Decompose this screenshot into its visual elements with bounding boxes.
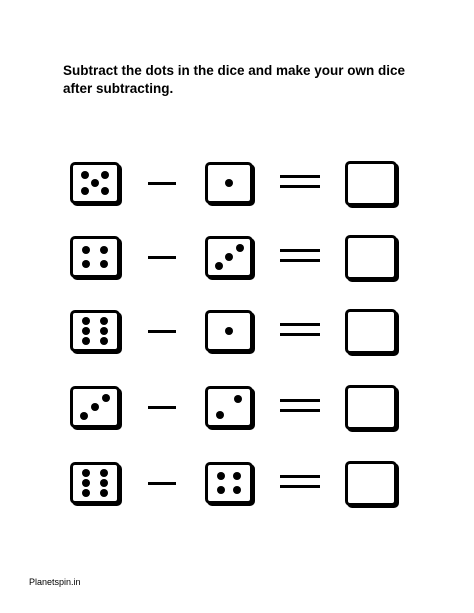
die-pip xyxy=(236,244,244,252)
die-pip xyxy=(100,469,108,477)
die-pip xyxy=(100,246,108,254)
answer-box[interactable] xyxy=(345,385,397,430)
die-pip xyxy=(101,187,109,195)
die-pip xyxy=(100,479,108,487)
die-pip xyxy=(82,246,90,254)
die-pip xyxy=(100,317,108,325)
die-pip xyxy=(234,395,242,403)
answer-box[interactable] xyxy=(345,161,397,206)
die-pip xyxy=(216,411,224,419)
die-pip xyxy=(100,337,108,345)
subtrahend-die xyxy=(205,386,253,428)
problem-row xyxy=(0,232,474,282)
die-pip xyxy=(225,327,233,335)
minus-sign xyxy=(148,406,176,409)
die-pip xyxy=(225,253,233,261)
problem-row xyxy=(0,382,474,432)
subtrahend-die xyxy=(205,236,253,278)
die-pip xyxy=(82,337,90,345)
equals-sign xyxy=(280,399,320,413)
die-pip xyxy=(233,472,241,480)
die-pip xyxy=(100,489,108,497)
answer-box[interactable] xyxy=(345,235,397,280)
subtrahend-die xyxy=(205,162,253,204)
die-pip xyxy=(82,469,90,477)
die-pip xyxy=(82,317,90,325)
die-pip xyxy=(82,327,90,335)
die-pip xyxy=(82,479,90,487)
die-pip xyxy=(91,403,99,411)
equals-sign xyxy=(280,475,320,489)
equals-sign xyxy=(280,249,320,263)
die-pip xyxy=(102,394,110,402)
die-pip xyxy=(81,171,89,179)
die-pip xyxy=(91,179,99,187)
die-pip xyxy=(217,472,225,480)
minuend-die xyxy=(70,236,120,278)
die-pip xyxy=(100,327,108,335)
answer-box[interactable] xyxy=(345,309,397,354)
die-pip xyxy=(81,187,89,195)
die-pip xyxy=(100,260,108,268)
die-pip xyxy=(101,171,109,179)
subtrahend-die xyxy=(205,310,253,352)
subtrahend-die xyxy=(205,462,253,504)
minuend-die xyxy=(70,462,120,504)
equals-sign xyxy=(280,175,320,189)
minuend-die xyxy=(70,310,120,352)
die-pip xyxy=(233,486,241,494)
die-pip xyxy=(80,412,88,420)
minus-sign xyxy=(148,482,176,485)
die-pip xyxy=(82,260,90,268)
minus-sign xyxy=(148,256,176,259)
footer-site-name: Planetspin.in xyxy=(29,577,81,587)
minuend-die xyxy=(70,162,120,204)
die-pip xyxy=(82,489,90,497)
instructions-text: Subtract the dots in the dice and make your own dice after subtracting. xyxy=(63,63,406,96)
equals-sign xyxy=(280,323,320,337)
die-pip xyxy=(225,179,233,187)
problem-row xyxy=(0,158,474,208)
die-pip xyxy=(217,486,225,494)
minus-sign xyxy=(148,330,176,333)
minus-sign xyxy=(148,182,176,185)
problem-row xyxy=(0,458,474,508)
answer-box[interactable] xyxy=(345,461,397,506)
problem-row xyxy=(0,306,474,356)
minuend-die xyxy=(70,386,120,428)
die-pip xyxy=(215,262,223,270)
